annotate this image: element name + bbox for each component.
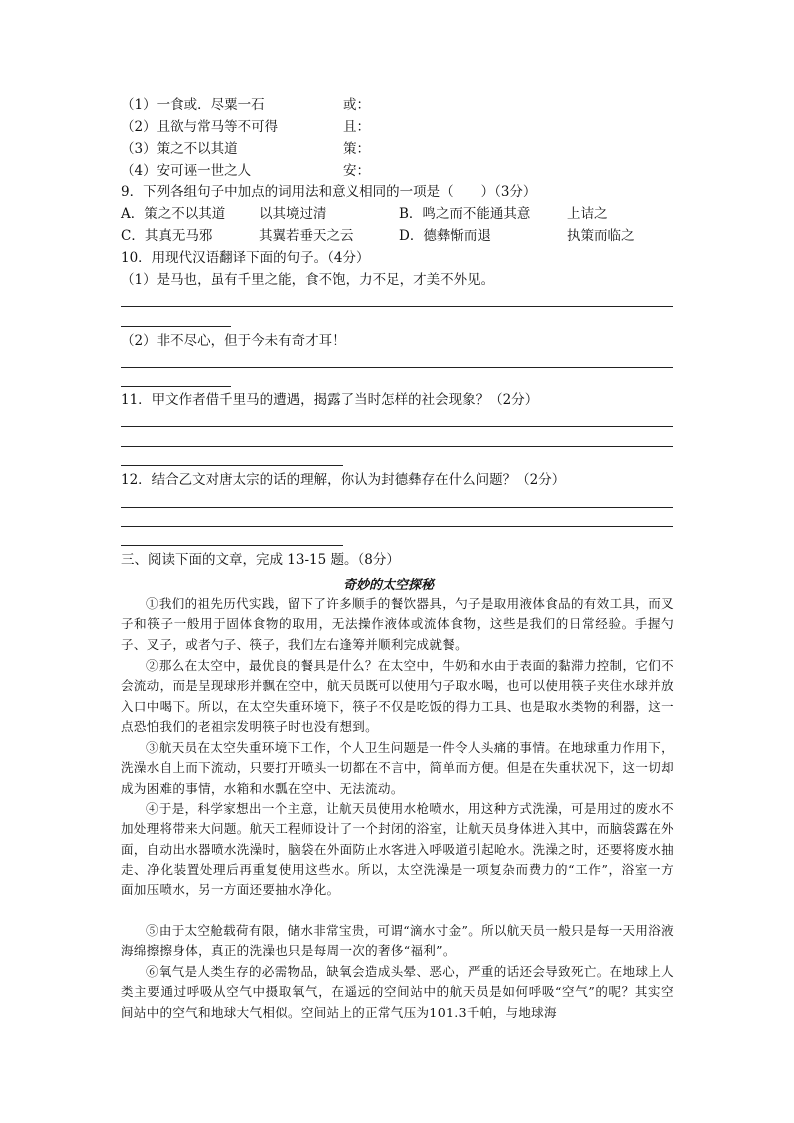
article-title: 奇妙的太空探秘 — [343, 578, 435, 593]
answer-line[interactable] — [121, 526, 673, 527]
answer-line[interactable] — [121, 507, 673, 508]
q10-sentence-1: （1）是马也，虽有千里之能，食不饱，力不足，才美不外见。 — [121, 272, 495, 288]
answer-line[interactable] — [121, 306, 673, 307]
article-paragraph-6: ⑥氧气是人类生存的必需物品，缺氧会造成头晕、恶心，严重的话还会导致死亡。在地球上人类主要通过呼吸从空气中摄取氧气，在遥远的空间站中的航天员是如何呼吸“空气”的呢？其实空间站中的空气和地球大气相似。空间站上的正常气压为101.3千帕，与地球海 — [121, 964, 674, 1020]
q9-option-d-pair: 执策而临之 — [567, 228, 635, 244]
answer-line[interactable] — [121, 386, 231, 387]
vocab-item-3: （3）策之不以其道 — [121, 141, 238, 157]
q9-option-a-pair: 以其境过清 — [259, 206, 327, 222]
vocab-answer-2: 且： — [343, 119, 370, 135]
article-paragraph-1: ①我们的祖先历代实践，留下了许多顺手的餐饮器具，勺子是取用液体食品的有效工具，而叉子和筷子一般用于固体食物的取用，无法操作液体或流体食物，这些是我们的日常经验。手握勺子、叉子，或者勺子、筷子，我们左右逢筹并顺利完成就餐。 — [121, 596, 674, 652]
article-paragraph-4: ④于是，科学家想出一个主意，让航天员使用水枪喷水，用这种方式洗澡，可是用过的废水不加处理将带来大问题。航天工程师设计了一个封闭的浴室，让航天员身体进入其中，而脑袋露在外面，自动出水器喷水洗澡时，脑袋在外面防止水客进入呼吸道引起呛水。洗澡之时，还要将废水抽走、净化装置处理后再重复使用这些水。所以，太空洗澡是一项复杂而费力的“工作”，浴室一方面加压喷水，另一方面还要抽水净化。 — [121, 801, 674, 898]
question-11: 11．甲文作者借千里马的遭遇，揭露了当时怎样的社会现象？（2分） — [121, 392, 539, 408]
vocab-item-2: （2）且欲与常马等不可得 — [121, 119, 279, 135]
article-paragraph-5: ⑤由于太空舱载荷有限，储水非常宝贵，可谓“滴水寸金”。所以航天员一般只是每一天用浴液海绵擦擦身体，真正的洗澡也只是每周一次的奢侈“福利”。 — [121, 923, 674, 959]
answer-line[interactable] — [121, 367, 673, 368]
question-12: 12．结合乙文对唐太宗的话的理解，你认为封德彝存在什么问题？（2分） — [121, 472, 566, 488]
q10-sentence-2: （2）非不尽心，但于今未有奇才耳！ — [121, 333, 346, 349]
vocab-answer-3: 策： — [343, 141, 370, 157]
answer-line[interactable] — [121, 426, 673, 427]
q9-option-b-pair: 上诘之 — [567, 206, 608, 222]
vocab-item-4: （4）安可诬一世之人 — [121, 163, 252, 179]
question-9-stem: 9．下列各组句子中加点的词用法和意义相同的一项是（ ）（3分） — [121, 184, 537, 200]
vocab-answer-1: 或： — [343, 97, 370, 113]
answer-line[interactable] — [121, 446, 673, 447]
answer-line[interactable] — [121, 465, 343, 466]
q9-option-c: C．其真无马邪 — [121, 228, 213, 244]
vocab-item-1: （1）一食或．尽粟一石 — [121, 97, 265, 113]
section-3-heading: 三、阅读下面的文章，完成 13-15 题。（8分） — [121, 552, 400, 568]
answer-line[interactable] — [121, 545, 343, 546]
article-paragraph-3: ③航天员在太空失重环境下工作，个人卫生问题是一件令人头痛的事情。在地球重力作用下，洗澡水自上而下流动，只要打开喷头一切都在不言中，简单而方便。但是在失重状况下，这一切却成为困难的事情，水箱和水瓢在空中、无法流动。 — [121, 740, 674, 796]
q9-option-d: D．德彝惭而退 — [399, 228, 491, 244]
question-10-stem: 10．用现代汉语翻译下面的句子。（4分） — [121, 250, 370, 266]
vocab-answer-4: 安： — [343, 163, 370, 179]
answer-line[interactable] — [121, 326, 231, 327]
q9-option-a: A．策之不以其道 — [121, 206, 226, 222]
q9-option-b: B．鸣之而不能通其意 — [399, 206, 531, 222]
q9-option-c-pair: 其翼若垂天之云 — [259, 228, 354, 244]
article-paragraph-2: ②那么在太空中，最优良的餐具是什么？在太空中，牛奶和水由于表面的黏滞力控制，它们不会流动，而是呈现球形并飘在空中，航天员既可以使用勺子取水喝，也可以使用筷子夹住水球并放入口中喝下。所以，在太空失重环境下，筷子不仅是吃饭的得力工具、也是取水类物的利器，这一点恐怕我们的老祖宗发明筷子时也没有想到。 — [121, 658, 674, 734]
